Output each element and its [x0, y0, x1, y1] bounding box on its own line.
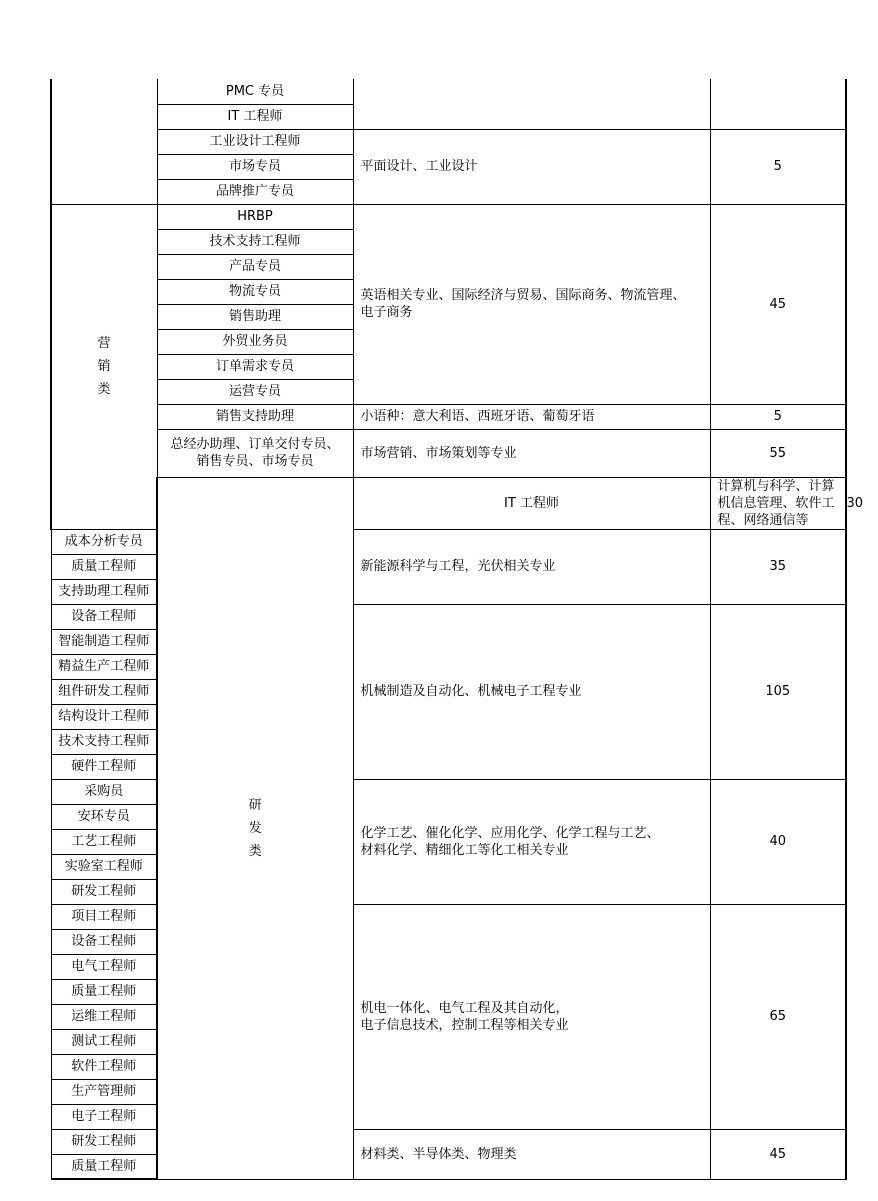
category-char: 发	[248, 820, 262, 836]
position-cell: 研发工程师	[51, 879, 157, 904]
position-cell: 研发工程师	[51, 1129, 157, 1154]
position-cell: 市场专员	[157, 154, 353, 179]
major-cell: 计算机与科学、计算机信息管理、软件工程、网络通信等	[710, 477, 846, 529]
position-cell: 品牌推广专员	[157, 179, 353, 204]
table-row: 研 发 类 IT 工程师 计算机与科学、计算机信息管理、软件工程、网络通信等 30	[51, 477, 846, 529]
table-row	[51, 79, 846, 104]
major-cell-continued	[353, 79, 710, 129]
category-char: 研	[248, 797, 262, 813]
position-cell: 销售助理	[157, 304, 353, 329]
position-cell: IT 工程师	[157, 104, 353, 129]
count-cell: 45	[710, 204, 846, 404]
category-cell-continued	[51, 79, 157, 204]
category-char: 销	[97, 359, 111, 374]
count-cell: 55	[710, 429, 846, 477]
major-line: 机电一体化、电气工程及其自动化，	[360, 1000, 569, 1016]
position-cell: 技术支持工程师	[51, 729, 157, 754]
count-cell: 5	[710, 404, 846, 429]
major-cell: 小语种：意大利语、西班牙语、葡萄牙语	[353, 404, 710, 429]
position-line: 销售专员、市场专员	[196, 454, 314, 469]
position-cell: 质量工程师	[51, 554, 157, 579]
position-cell: 运维工程师	[51, 1004, 157, 1029]
position-cell: 质量工程师	[51, 979, 157, 1004]
position-cell: 成本分析专员	[51, 529, 157, 554]
position-cell: 项目工程师	[51, 904, 157, 929]
position-cell: 生产管理师	[51, 1079, 157, 1104]
count-cell: 65	[710, 904, 846, 1129]
position-cell: 订单需求专员	[157, 354, 353, 379]
position-cell: 结构设计工程师	[51, 704, 157, 729]
count-cell: 35	[710, 529, 846, 604]
count-cell: 5	[710, 129, 846, 204]
position-cell: 安环专员	[51, 804, 157, 829]
major-line: 电子信息技术，控制工程等相关专业	[360, 1017, 569, 1033]
major-cell	[353, 904, 710, 1129]
major-cell	[353, 204, 710, 404]
category-cell-rnd	[157, 477, 353, 1179]
position-cell: 技术支持工程师	[157, 229, 353, 254]
count-cell: 105	[710, 604, 846, 779]
position-cell: 硬件工程师	[51, 754, 157, 779]
category-char: 类	[97, 382, 111, 397]
position-cell: 质量工程师	[51, 1154, 157, 1179]
position-cell: 运营专员	[157, 379, 353, 404]
position-cell: 支持助理工程师	[51, 579, 157, 604]
major-cell: 机械制造及自动化、机械电子工程专业	[353, 604, 710, 779]
position-cell: 组件研发工程师	[51, 679, 157, 704]
position-cell: PMC 专员	[157, 79, 353, 104]
position-cell: 销售支持助理	[157, 404, 353, 429]
count-cell: 45	[710, 1129, 846, 1179]
position-cell: 物流专员	[157, 279, 353, 304]
position-cell: 测试工程师	[51, 1029, 157, 1054]
position-cell	[157, 429, 353, 477]
recruitment-table	[50, 79, 864, 1180]
major-line: 电子商务	[360, 305, 413, 320]
position-cell: 工业设计工程师	[157, 129, 353, 154]
major-cell: 材料类、半导体类、物理类	[353, 1129, 710, 1179]
major-cell: 平面设计、工业设计	[353, 129, 710, 204]
category-char: 营	[97, 336, 111, 351]
table-row	[51, 129, 846, 154]
position-cell: 精益生产工程师	[51, 654, 157, 679]
count-cell: 40	[710, 779, 846, 904]
position-cell: 智能制造工程师	[51, 629, 157, 654]
position-cell: IT 工程师	[353, 477, 710, 529]
major-line: 化学工艺、催化化学、应用化学、化学工程与工艺、	[360, 825, 660, 841]
category-cell-marketing	[51, 204, 157, 529]
position-cell: 软件工程师	[51, 1054, 157, 1079]
position-cell: HRBP	[157, 204, 353, 229]
position-line: 总经办助理、订单交付专员、	[170, 437, 340, 452]
category-char: 类	[248, 843, 262, 859]
position-cell: 电气工程师	[51, 954, 157, 979]
table-row	[51, 429, 846, 477]
major-cell	[353, 779, 710, 904]
position-cell: 设备工程师	[51, 929, 157, 954]
count-cell-continued	[710, 79, 846, 129]
major-cell: 新能源科学与工程，光伏相关专业	[353, 529, 710, 604]
position-cell: 外贸业务员	[157, 329, 353, 354]
position-cell: 实验室工程师	[51, 854, 157, 879]
table-row	[51, 404, 846, 429]
position-cell: 工艺工程师	[51, 829, 157, 854]
position-cell: 设备工程师	[51, 604, 157, 629]
major-line: 材料化学、精细化工等化工相关专业	[360, 842, 569, 858]
major-line: 英语相关专业、国际经济与贸易、国际商务、物流管理、	[360, 288, 686, 303]
major-cell: 市场营销、市场策划等专业	[353, 429, 710, 477]
table-row	[51, 204, 846, 229]
position-cell: 采购员	[51, 779, 157, 804]
position-cell: 产品专员	[157, 254, 353, 279]
position-cell: 电子工程师	[51, 1104, 157, 1129]
